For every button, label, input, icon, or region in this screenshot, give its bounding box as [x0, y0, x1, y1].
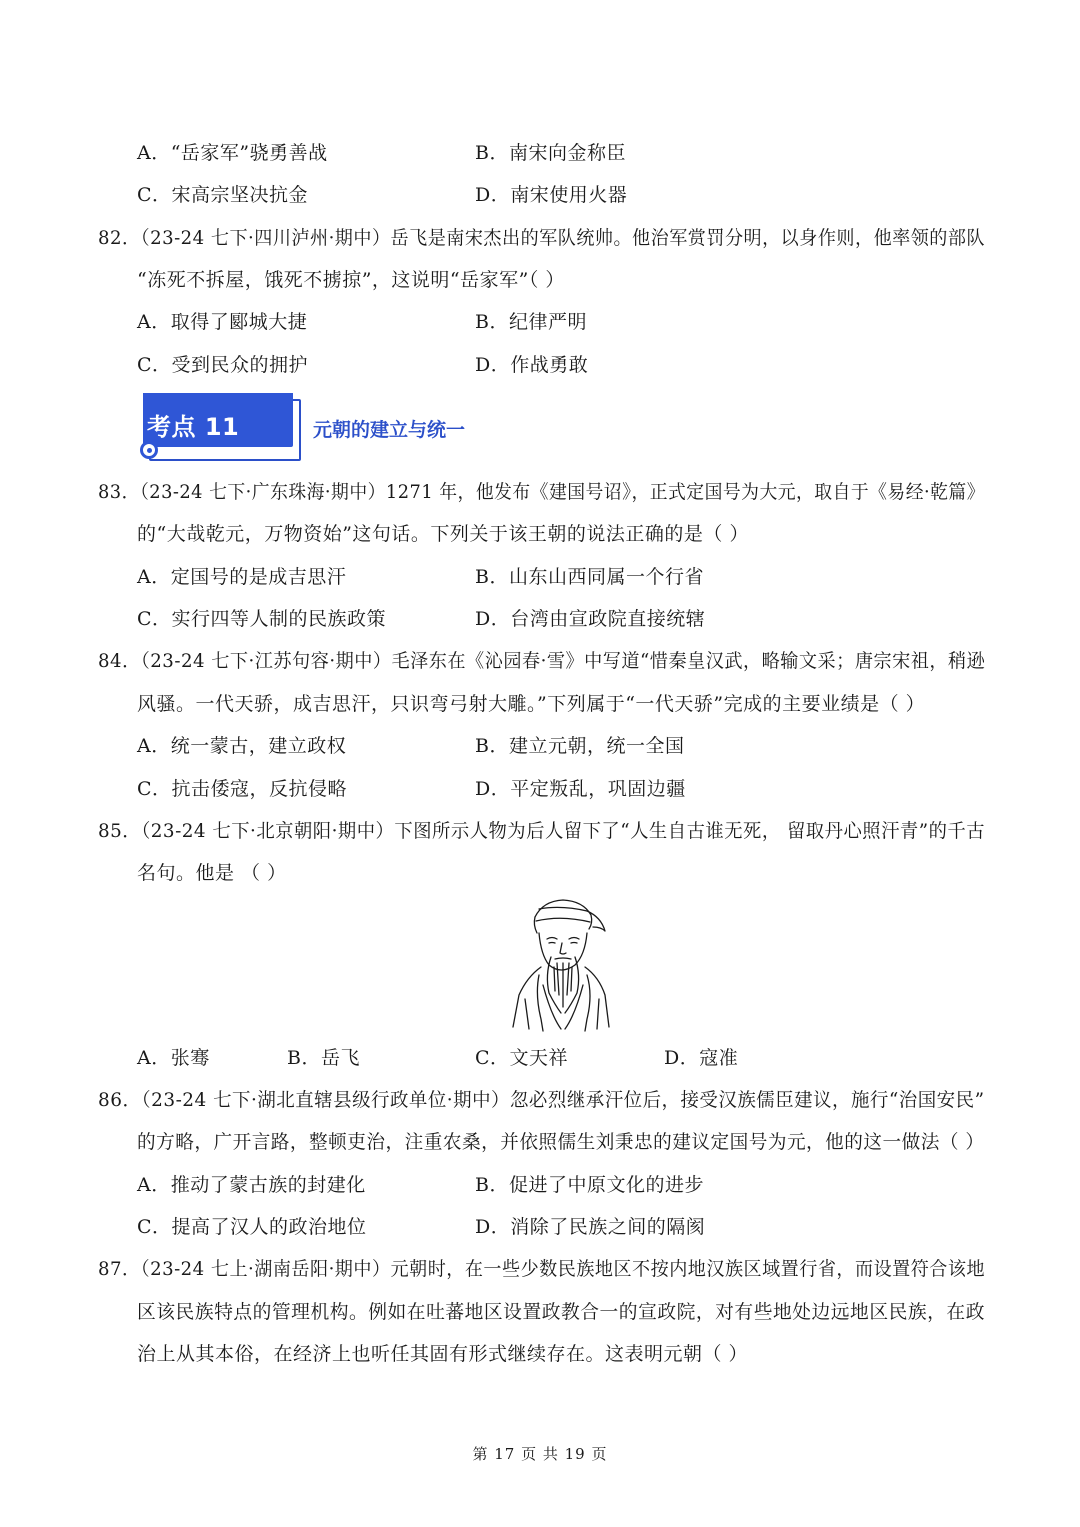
wen-tianxiang-portrait-image [505, 895, 615, 1035]
q81-option-b: B．南宋向金称臣 [475, 142, 626, 164]
q84-stem-line1: 84．（23-24 七下·江苏句容·期中）毛泽东在《沁园春·雪》中写道“惜秦皇汉武，略输文采；唐宗宋祖，稍逊 [98, 650, 986, 672]
q85-option-d: D．寇准 [664, 1047, 739, 1069]
q87-stem-line2: 区该民族特点的管理机构。例如在吐蕃地区设置政教合一的宣政院，对有些地处边远地区民族，在政 [137, 1301, 985, 1323]
q85-option-c: C．文天祥 [475, 1047, 569, 1069]
q82-stem-line1: 82．（23-24 七下·四川泸州·期中）岳飞是南宋杰出的军队统帅。他治军赏罚分明，以身作则，他率领的部队 [98, 227, 986, 249]
q85-stem-line2: 名句。他是 （ ） [137, 862, 287, 884]
q85-option-a: A．张骞 [137, 1047, 210, 1069]
q82-option-a: A．取得了郾城大捷 [137, 311, 308, 333]
q82-stem-line2: “冻死不拆屋，饿死不掳掠”，这说明“岳家军”（ ） [137, 269, 565, 291]
q86-option-b: B．促进了中原文化的进步 [475, 1174, 704, 1196]
q84-option-a: A．统一蒙古，建立政权 [137, 735, 347, 757]
q84-option-b: B．建立元朝，统一全国 [475, 735, 685, 757]
q84-option-c: C．抗击倭寇，反抗侵略 [137, 778, 348, 800]
q84-option-d: D．平定叛乱，巩固边疆 [475, 778, 686, 800]
q85-stem-line1: 85．（23-24 七下·北京朝阳·期中）下图所示人物为后人留下了“人生自古谁无死， 留取丹心照汗青”的千古 [98, 820, 986, 842]
q84-stem-line2: 风骚。一代天骄，成吉思汗，只识弯弓射大雕。”下列属于“一代天骄”完成的主要业绩是（ ） [137, 693, 926, 715]
q83-option-d: D．台湾由宣政院直接统辖 [475, 608, 706, 630]
q83-stem-line2: 的“大哉乾元，万物资始”这句话。下列关于该王朝的说法正确的是（ ） [137, 523, 749, 545]
q81-option-a: A．“岳家军”骁勇善战 [137, 142, 328, 164]
q81-option-c: C．宋高宗坚决抗金 [137, 184, 309, 206]
section-label: 考点 11 [147, 413, 240, 441]
q82-option-c: C．受到民众的拥护 [137, 354, 309, 376]
q82-option-b: B．纪律严明 [475, 311, 587, 333]
q86-stem-line1: 86．（23-24 七下·湖北直辖县级行政单位·期中）忽必烈继承汗位后，接受汉族儒臣建议，施行“治国安民” [98, 1089, 985, 1111]
page-footer: 第 17 页 共 19 页 [472, 1445, 608, 1463]
q81-option-d: D．南宋使用火器 [475, 184, 628, 206]
q86-option-a: A．推动了蒙古族的封建化 [137, 1174, 366, 1196]
q82-option-d: D．作战勇敢 [475, 354, 589, 376]
q86-stem-line2: 的方略，广开言路，整顿吏治，注重农桑，并依照儒生刘秉忠的建议定国号为元，他的这一做法（ ） [137, 1131, 985, 1153]
q83-option-c: C．实行四等人制的民族政策 [137, 608, 387, 630]
q83-option-a: A．定国号的是成吉思汗 [137, 566, 347, 588]
q86-option-c: C．提高了汉人的政治地位 [137, 1216, 367, 1238]
q86-option-d: D．消除了民族之间的隔阂 [475, 1216, 706, 1238]
badge-front [143, 393, 293, 447]
q83-option-b: B．山东山西同属一个行省 [475, 566, 704, 588]
section-badge [143, 393, 295, 453]
section-title: 元朝的建立与统一 [313, 419, 466, 441]
q85-option-b: B．岳飞 [287, 1047, 360, 1069]
badge-dot-icon [140, 441, 158, 459]
q87-stem-line1: 87．（23-24 七上·湖南岳阳·期中）元朝时，在一些少数民族地区不按内地汉族区域置行省，而设置符合该地 [98, 1258, 986, 1280]
q83-stem-line1: 83．（23-24 七下·广东珠海·期中）1271 年，他发布《建国号诏》，正式定国号为大元，取自于《易经·乾篇》 [98, 481, 985, 503]
q87-stem-line3: 治上从其本俗，在经济上也听任其固有形式继续存在。这表明元朝（ ） [137, 1343, 749, 1365]
